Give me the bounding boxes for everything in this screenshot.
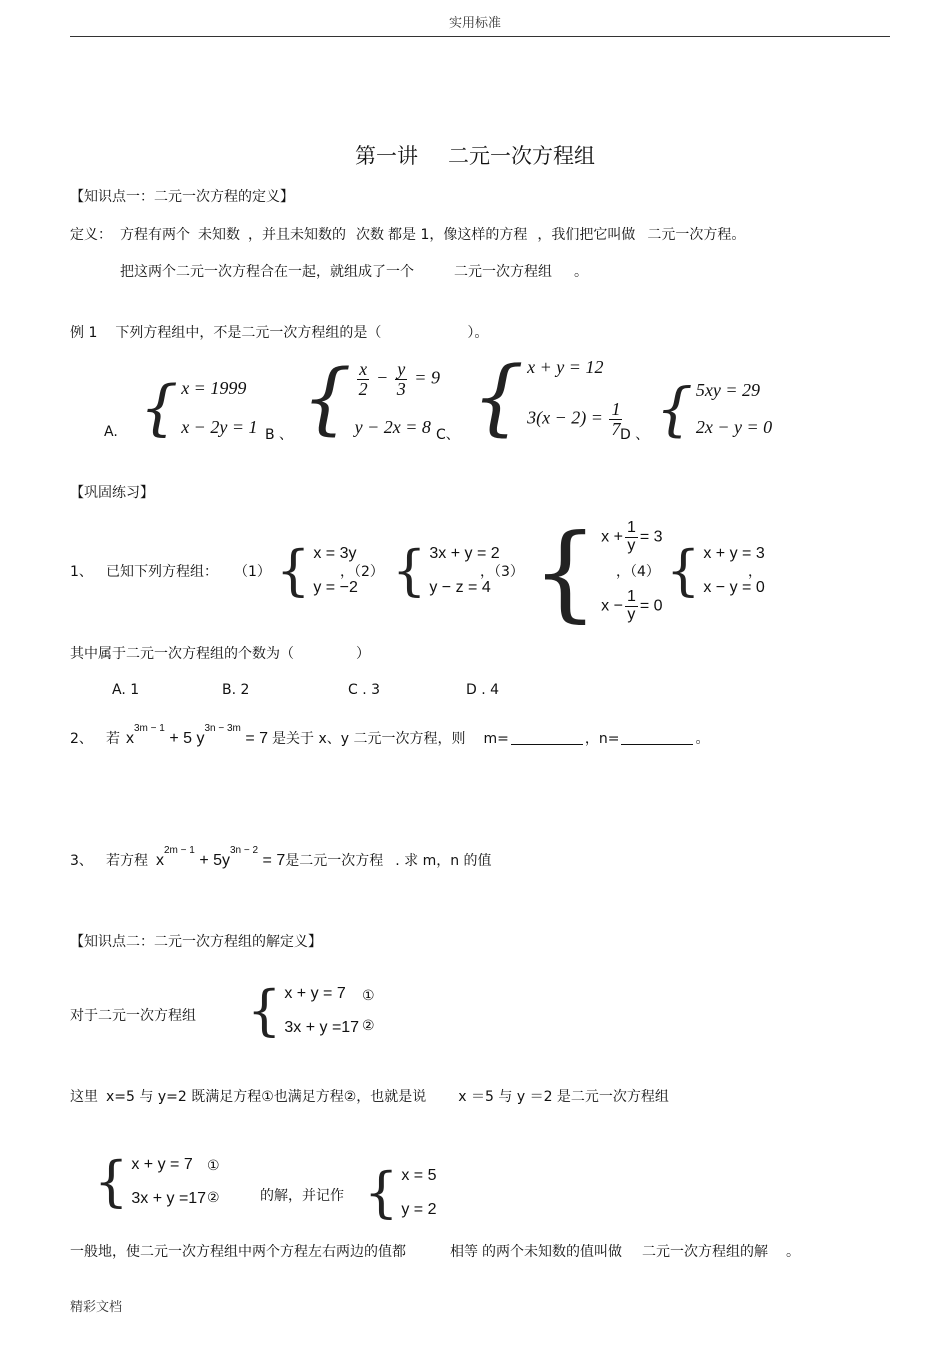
equation: 2x − y = 0 bbox=[695, 417, 773, 437]
q1-follow-text: 其中属于二元一次方程组的个数为（ bbox=[70, 646, 294, 662]
solved-system bbox=[94, 1150, 207, 1213]
brace: { bbox=[392, 539, 427, 602]
q1-choice-d: D . 4 bbox=[466, 682, 500, 698]
equation: y = 2 bbox=[401, 1201, 437, 1218]
equation: x + y = 7 bbox=[131, 1156, 193, 1173]
def2-text-3: 。 bbox=[574, 264, 588, 280]
page-title bbox=[0, 140, 950, 170]
q1-label-2: ，（2） bbox=[340, 564, 384, 580]
brace: { bbox=[656, 375, 693, 443]
q1-choice-a: A. 1 bbox=[112, 682, 140, 698]
brace: { bbox=[472, 350, 525, 445]
option-c-system bbox=[472, 350, 624, 445]
equation: 3x + y = 2 bbox=[429, 545, 500, 562]
equation: y − 2x = 8 bbox=[354, 417, 431, 437]
def2-text-1: 把这两个二元一次方程合在一起，就组成了一个 bbox=[120, 264, 414, 280]
general-part3: 的两个未知数的值叫做 bbox=[482, 1244, 622, 1260]
brace: { bbox=[140, 373, 179, 443]
def-text-5: 都是 1，像这样的方程 bbox=[388, 227, 528, 243]
section2-line1 bbox=[70, 1086, 669, 1106]
option-a-system bbox=[140, 373, 258, 443]
brace: { bbox=[532, 511, 599, 633]
brace: { bbox=[364, 1161, 399, 1224]
q1-label-4: ，（4） bbox=[616, 564, 660, 580]
q3-text: 是二元一次方程 bbox=[285, 853, 384, 869]
q1-text: 已知下列方程组： bbox=[106, 564, 218, 580]
q3-formula: $x^{2m - 1} + 5y^{3n - 2} = 7$ bbox=[156, 845, 286, 869]
equation: x + y = 3 bbox=[703, 545, 765, 562]
q2-m-blank[interactable] bbox=[511, 730, 583, 745]
brace: { bbox=[302, 354, 352, 444]
example-number: 例 1 bbox=[70, 325, 98, 341]
q1-label-3: ，（3） bbox=[480, 564, 524, 580]
q1-follow-close: ） bbox=[356, 646, 370, 662]
section2-heading: 【知识点二：二元一次方程组的解定义】 bbox=[70, 934, 322, 950]
line1-part1: 这里 bbox=[70, 1089, 98, 1105]
header-rule bbox=[70, 36, 890, 37]
equation: 3x + y =17 bbox=[284, 1019, 360, 1036]
example1-question bbox=[70, 322, 488, 342]
equation: x − $\frac{1}{y}$ = 0 bbox=[601, 588, 663, 624]
solved-text: 的解，并记作 bbox=[260, 1188, 344, 1204]
brace: { bbox=[666, 539, 701, 602]
def-text-7: 二元一次方程。 bbox=[647, 227, 746, 243]
mark-2-b: ② bbox=[207, 1190, 220, 1206]
equation: 3x + y =17 bbox=[131, 1190, 207, 1207]
q2-formula: $x^{3m - 1} + 5$ $y^{3n - 3m} = 7$ bbox=[126, 723, 269, 747]
brace: { bbox=[276, 539, 311, 602]
def-text-2: 未知数 bbox=[198, 227, 240, 243]
q2-m-label: m= bbox=[483, 731, 509, 747]
q2-n-label: ，n= bbox=[584, 731, 620, 747]
q1-tail: ， bbox=[748, 564, 762, 580]
equation: y = −2 bbox=[313, 579, 358, 596]
title-topic: 二元一次方程组 bbox=[448, 144, 595, 168]
equation: y − z = 4 bbox=[429, 579, 491, 596]
def-text-3: ，并且未知数的 bbox=[248, 227, 346, 243]
line1-part3: x ＝5 与 y ＝2 是二元一次方程组 bbox=[458, 1089, 669, 1105]
option-b-system bbox=[302, 354, 440, 444]
equation: x + y = 12 bbox=[527, 357, 604, 377]
equation: $\frac{x}{2}$ − $\frac{y}{3}$ = 9 bbox=[358, 359, 440, 399]
equation: 5xy = 29 bbox=[695, 380, 761, 400]
option-b-label: B 、 bbox=[265, 427, 294, 443]
mark-1: ① bbox=[362, 988, 375, 1004]
section2-system bbox=[247, 979, 360, 1042]
page-header: 实用标准 bbox=[448, 16, 501, 31]
def-text-6: ，我们把它叫做 bbox=[537, 227, 636, 243]
option-d-label: D 、 bbox=[620, 427, 650, 443]
def-text-4: 次数 bbox=[356, 227, 384, 243]
definition-line-2 bbox=[120, 261, 588, 281]
q2-pre: 若 bbox=[106, 731, 120, 747]
q1-follow bbox=[70, 643, 370, 663]
brace: { bbox=[247, 979, 282, 1042]
def2-text-2: 二元一次方程组 bbox=[454, 264, 552, 280]
q1-choice-b: B. 2 bbox=[222, 682, 250, 698]
solution-system bbox=[364, 1161, 437, 1224]
line1-part2: x=5 与 y=2 既满足方程①也满足方程②，也就是说 bbox=[106, 1089, 427, 1105]
q2-number: 2、 bbox=[70, 731, 93, 747]
q3-pre: 若方程 bbox=[106, 853, 148, 869]
q1-choice-c: C . 3 bbox=[348, 682, 381, 698]
option-a-label: A. bbox=[104, 424, 118, 440]
mark-2: ② bbox=[362, 1018, 375, 1034]
equation: x = 1999 bbox=[181, 378, 247, 398]
equation: x = 3y bbox=[313, 545, 357, 562]
equation: x + y = 7 bbox=[284, 985, 346, 1002]
q1-number: 1、 bbox=[70, 564, 93, 580]
equation: x = 5 bbox=[401, 1167, 437, 1184]
section1-heading: 【知识点一：二元一次方程的定义】 bbox=[70, 189, 294, 205]
q3-ask: . 求 m，n 的值 bbox=[395, 853, 492, 869]
title-lecture: 第一讲 bbox=[355, 144, 418, 168]
q2-line bbox=[106, 723, 710, 748]
practice-heading: 【巩固练习】 bbox=[70, 485, 154, 501]
mark-1-b: ① bbox=[207, 1158, 220, 1174]
general-part1: 一般地，使二元一次方程组中两个方程左右两边的值都 bbox=[70, 1244, 406, 1260]
definition-line bbox=[70, 224, 745, 244]
general-part5: 。 bbox=[786, 1244, 800, 1260]
example-close: ）。 bbox=[467, 325, 489, 341]
section2-intro: 对于二元一次方程组 bbox=[70, 1008, 196, 1024]
example-text: 下列方程组中，不是二元一次方程组的是（ bbox=[115, 325, 382, 341]
page-footer: 精彩文档 bbox=[70, 1300, 123, 1315]
q3-number: 3、 bbox=[70, 853, 93, 869]
general-part4: 二元一次方程组的解 bbox=[642, 1244, 768, 1260]
general-definition bbox=[70, 1241, 800, 1261]
option-d-system bbox=[656, 375, 773, 443]
equation: x − y = 0 bbox=[703, 579, 765, 596]
q1-label-1: （1） bbox=[234, 564, 271, 580]
def-label: 定义： bbox=[70, 227, 112, 243]
q2-n-blank[interactable] bbox=[621, 730, 693, 745]
option-c-label: C、 bbox=[436, 427, 460, 443]
equation: x + $\frac{1}{y}$ = 3 bbox=[601, 519, 663, 554]
q3-line bbox=[106, 845, 492, 870]
q2-end: 。 bbox=[695, 731, 710, 747]
equation: 3(x − 2) = $\frac{1}{7}$ bbox=[527, 399, 621, 440]
q2-text: 是关于 x、y 二元一次方程，则 bbox=[272, 731, 466, 747]
equation: x − 2y = 1 bbox=[181, 417, 258, 437]
general-part2: 相等 bbox=[450, 1244, 478, 1260]
def-text-1: 方程有两个 bbox=[120, 227, 190, 243]
brace: { bbox=[94, 1150, 129, 1213]
